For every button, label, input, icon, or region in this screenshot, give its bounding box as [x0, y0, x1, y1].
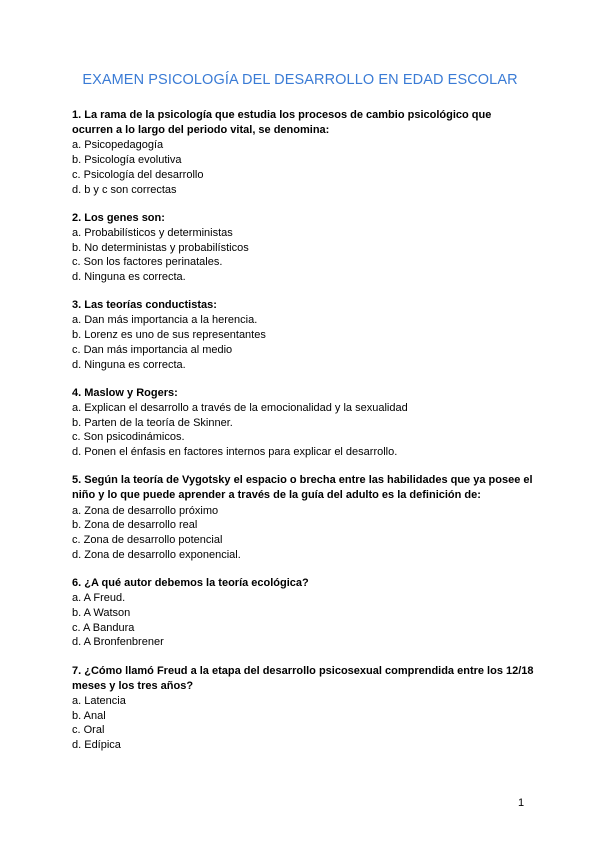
answer-option-b: b. A Watson: [72, 606, 131, 619]
question-text: 6. ¿A qué autor debemos la teoría ecológica?: [72, 576, 309, 589]
question-6: [72, 576, 534, 650]
question-text: 2. Los genes son:: [72, 211, 165, 224]
question-text: 5. Según la teoría de Vygotsky el espacio o brecha entre las habilidades que ya posee el niño y lo que puede aprender a través de la guía del adulto es la definición de:: [72, 474, 533, 502]
page-title: EXAMEN PSICOLOGÍA DEL DESARROLLO EN EDAD ESCOLAR: [82, 72, 518, 88]
question-5: [72, 473, 534, 562]
answer-option-d: d. Zona de desarrollo exponencial.: [72, 548, 241, 561]
answer-option-c: c. Zona de desarrollo potencial: [72, 534, 223, 547]
question-text: 3. Las teorías conductistas:: [72, 299, 217, 312]
answer-option-a: a. Probabilísticos y deterministas: [72, 226, 233, 239]
answer-option-c: c. Son los factores perinatales.: [72, 256, 223, 269]
answer-option-c: c. Dan más importancia al medio: [72, 343, 233, 356]
question-2: [72, 211, 534, 285]
question-3: [72, 298, 534, 372]
answer-option-d: d. Ninguna es correcta.: [72, 358, 186, 371]
answer-option-d: d. b y c son correctas: [72, 183, 177, 196]
question-1: [72, 108, 534, 197]
answer-option-c: c. Oral: [72, 724, 105, 737]
answer-option-c: c. A Bandura: [72, 621, 135, 634]
answer-option-a: a. Dan más importancia a la herencia.: [72, 314, 258, 327]
answer-option-a: a. A Freud.: [72, 592, 126, 605]
answer-option-a: a. Explican el desarrollo a través de la emocionalidad y la sexualidad: [72, 401, 408, 414]
question-7: [72, 664, 534, 753]
question-text: 4. Maslow y Rogers:: [72, 386, 178, 399]
question-text: 7. ¿Cómo llamó Freud a la etapa del desarrollo psicosexual comprendida entre los 12/18 meses y los tres años?: [72, 664, 534, 692]
answer-option-b: b. Parten de la teoría de Skinner.: [72, 416, 233, 429]
answer-option-a: a. Psicopedagogía: [72, 139, 164, 152]
answer-option-d: d. A Bronfenbrener: [72, 636, 164, 649]
answer-option-a: a. Latencia: [72, 694, 126, 707]
question-list: [72, 108, 534, 766]
answer-option-d: d. Edípica: [72, 739, 121, 752]
answer-option-b: b. Psicología evolutiva: [72, 154, 182, 167]
answer-option-c: c. Son psicodinámicos.: [72, 431, 185, 444]
page-number: 1: [518, 797, 525, 809]
answer-option-d: d. Ninguna es correcta.: [72, 271, 186, 284]
question-4: [72, 386, 534, 460]
answer-option-c: c. Psicología del desarrollo: [72, 168, 204, 181]
answer-option-b: b. Zona de desarrollo real: [72, 519, 198, 532]
answer-option-d: d. Ponen el énfasis en factores internos para explicar el desarrollo.: [72, 446, 398, 459]
answer-option-b: b. Anal: [72, 709, 106, 722]
answer-option-a: a. Zona de desarrollo próximo: [72, 504, 219, 517]
answer-option-b: b. No deterministas y probabilísticos: [72, 241, 249, 254]
answer-option-b: b. Lorenz es uno de sus representantes: [72, 329, 266, 342]
question-text: 1. La rama de la psicología que estudia los procesos de cambio psicológico que ocurren a lo largo del periodo vital, se denomina:: [72, 109, 492, 137]
